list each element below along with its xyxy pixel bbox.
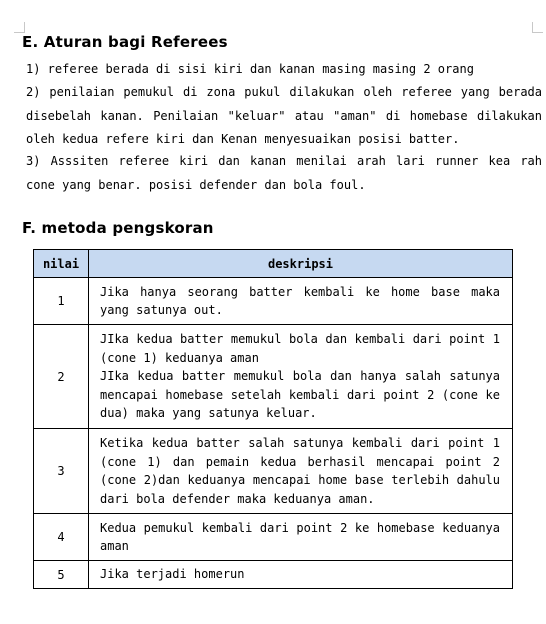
deskripsi-cell: [89, 325, 513, 429]
referee-rule-2: [14, 81, 542, 152]
referee-rule-1: [14, 58, 542, 82]
deskripsi-text: Jika hanya seorang batter kembali ke home base maka yang satunya out.: [100, 284, 500, 317]
referee-rule-2-text: 2) penilaian pemukul di zona pukul dilakukan oleh referee yang berada disebelah kanan. Penilaian "keluar" atau "aman" di homebase dilakukan oleh kedua refere kiri dan Kenan menyesuaikan posisi batter.: [26, 85, 542, 146]
deskripsi-text: JIka kedua batter memukul bola dan kembali dari point 1 (cone 1) keduanya aman: [100, 332, 500, 365]
deskripsi-cell: [89, 429, 513, 514]
nilai-cell: 1: [34, 278, 89, 325]
deskripsi-text: Ketika kedua batter salah satunya kembali dari point 1 (cone 1) dan pemain kedua berhasil mencapai point 2 (cone 2)dan keduanya mencapai home base terlebih dahulu dari bola defender maka keduanya aman.: [100, 436, 500, 506]
deskripsi-cell: [89, 561, 513, 589]
table-row: [34, 429, 513, 514]
nilai-cell: 3: [34, 429, 89, 514]
column-header-nilai: nilai: [34, 250, 89, 278]
deskripsi-text: Kedua pemukul kembali dari point 2 ke homebase keduanya aman: [100, 520, 500, 553]
section-f-heading: F. metoda pengskoran: [22, 219, 214, 237]
nilai-cell: 5: [34, 561, 89, 589]
nilai-cell: 2: [34, 325, 89, 429]
deskripsi-cell: [89, 514, 513, 561]
referee-rule-3-text: 3) Asssiten referee kiri dan kanan menilai arah lari runner kea rah cone yang benar. posisi defender dan bola foul.: [26, 154, 542, 192]
nilai-cell: 4: [34, 514, 89, 561]
scoring-table: [33, 249, 513, 589]
margin-corner-mark-right: [532, 22, 543, 33]
margin-corner-mark-left: [14, 22, 25, 33]
deskripsi-text: JIka kedua batter memukul bola dan hanya salah satunya mencapai homebase setelah kembali dari point 2 (cone ke dua) maka yang satunya keluar.: [100, 369, 500, 421]
table-row: [34, 514, 513, 561]
scoring-table-header-row: [34, 250, 513, 278]
section-e-heading: E. Aturan bagi Referees: [22, 33, 228, 51]
table-row: [34, 325, 513, 429]
table-row: [34, 561, 513, 589]
referee-rule-3: [14, 150, 542, 197]
deskripsi-cell: [89, 278, 513, 325]
table-row: [34, 278, 513, 325]
deskripsi-text: Jika terjadi homerun: [100, 567, 245, 582]
referee-rule-1-text: 1) referee berada di sisi kiri dan kanan masing masing 2 orang: [26, 62, 474, 76]
column-header-deskripsi: deskripsi: [89, 250, 513, 278]
